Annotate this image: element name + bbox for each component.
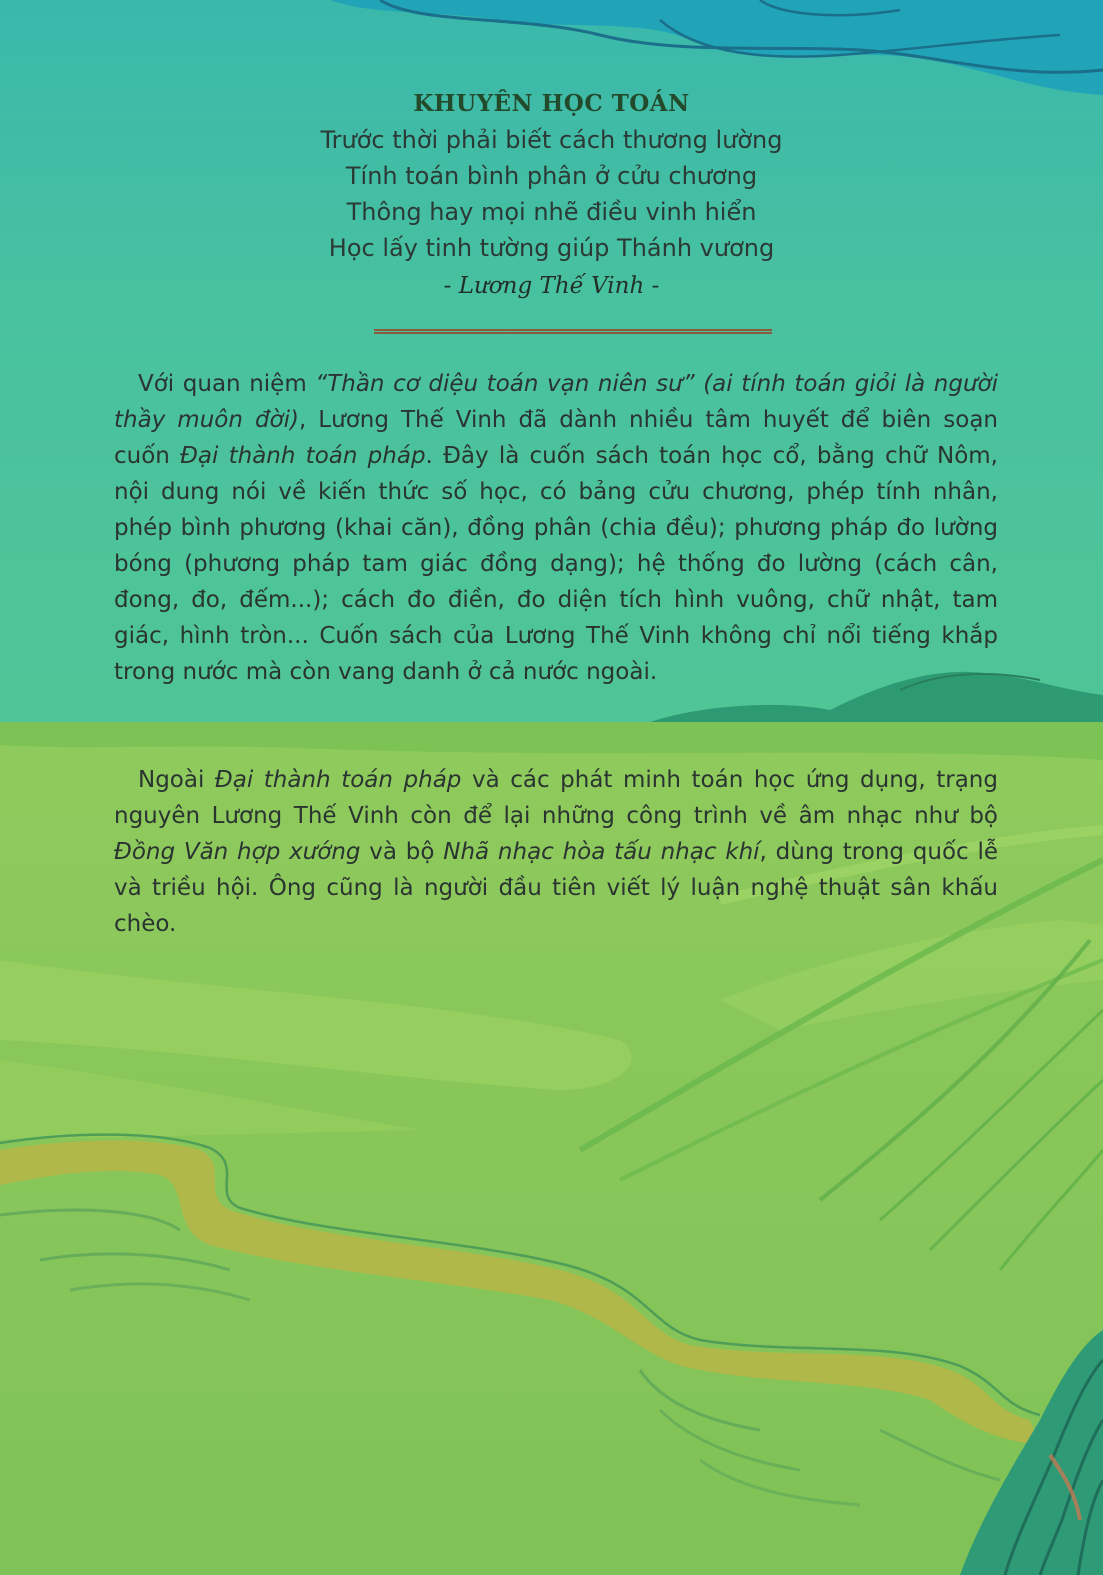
poem-block (0, 86, 1103, 306)
poem-line: Trước thời phải biết cách thương lường (320, 126, 783, 154)
paragraph-music-works: Ngoài Đại thành toán pháp và các phát minh toán học ứng dụng, trạng nguyên Lương Thế Vinh còn để lại những công trình về âm nhạc như bộ Đồng Văn hợp xướng và bộ Nhã nhạc hòa tấu nhạc khí, dùng trong quốc lễ và triều hội. Ông cũng là người đầu tiên viết lý luận nghệ thuật sân khấu chèo. (114, 767, 998, 937)
poem-author: - Lương Thế Vinh - (443, 273, 660, 299)
poem-title: KHUYÊN HỌC TOÁN (413, 90, 690, 117)
double-divider (374, 329, 772, 334)
poem-line: Tính toán bình phân ở cửu chương (345, 162, 758, 190)
paragraph-math-book: Với quan niệm “Thần cơ diệu toán vạn niên sư” (ai tính toán giỏi là người thầy muôn đời), Lương Thế Vinh đã dành nhiều tâm huyết để biên soạn cuốn Đại thành toán pháp. Đây là cuốn sách toán học cổ, bằng chữ Nôm, nội dung nói về kiến thức số học, có bảng cửu chương, phép tính nhân, phép bình phương (khai căn), đồng phân (chia đều); phương pháp đo lường bóng (phương pháp tam giác đồng dạng); hệ thống đo lường (cách cân, đong, đo, đếm...); cách đo điền, đo diện tích hình vuông, chữ nhật, tam giác, hình tròn... Cuốn sách của Lương Thế Vinh không chỉ nổi tiếng khắp trong nước mà còn vang danh ở cả nước ngoài. (114, 371, 998, 685)
poem-line: Học lấy tinh tường giúp Thánh vương (328, 234, 775, 262)
poem-line: Thông hay mọi nhẽ điều vinh hiển (346, 198, 757, 226)
